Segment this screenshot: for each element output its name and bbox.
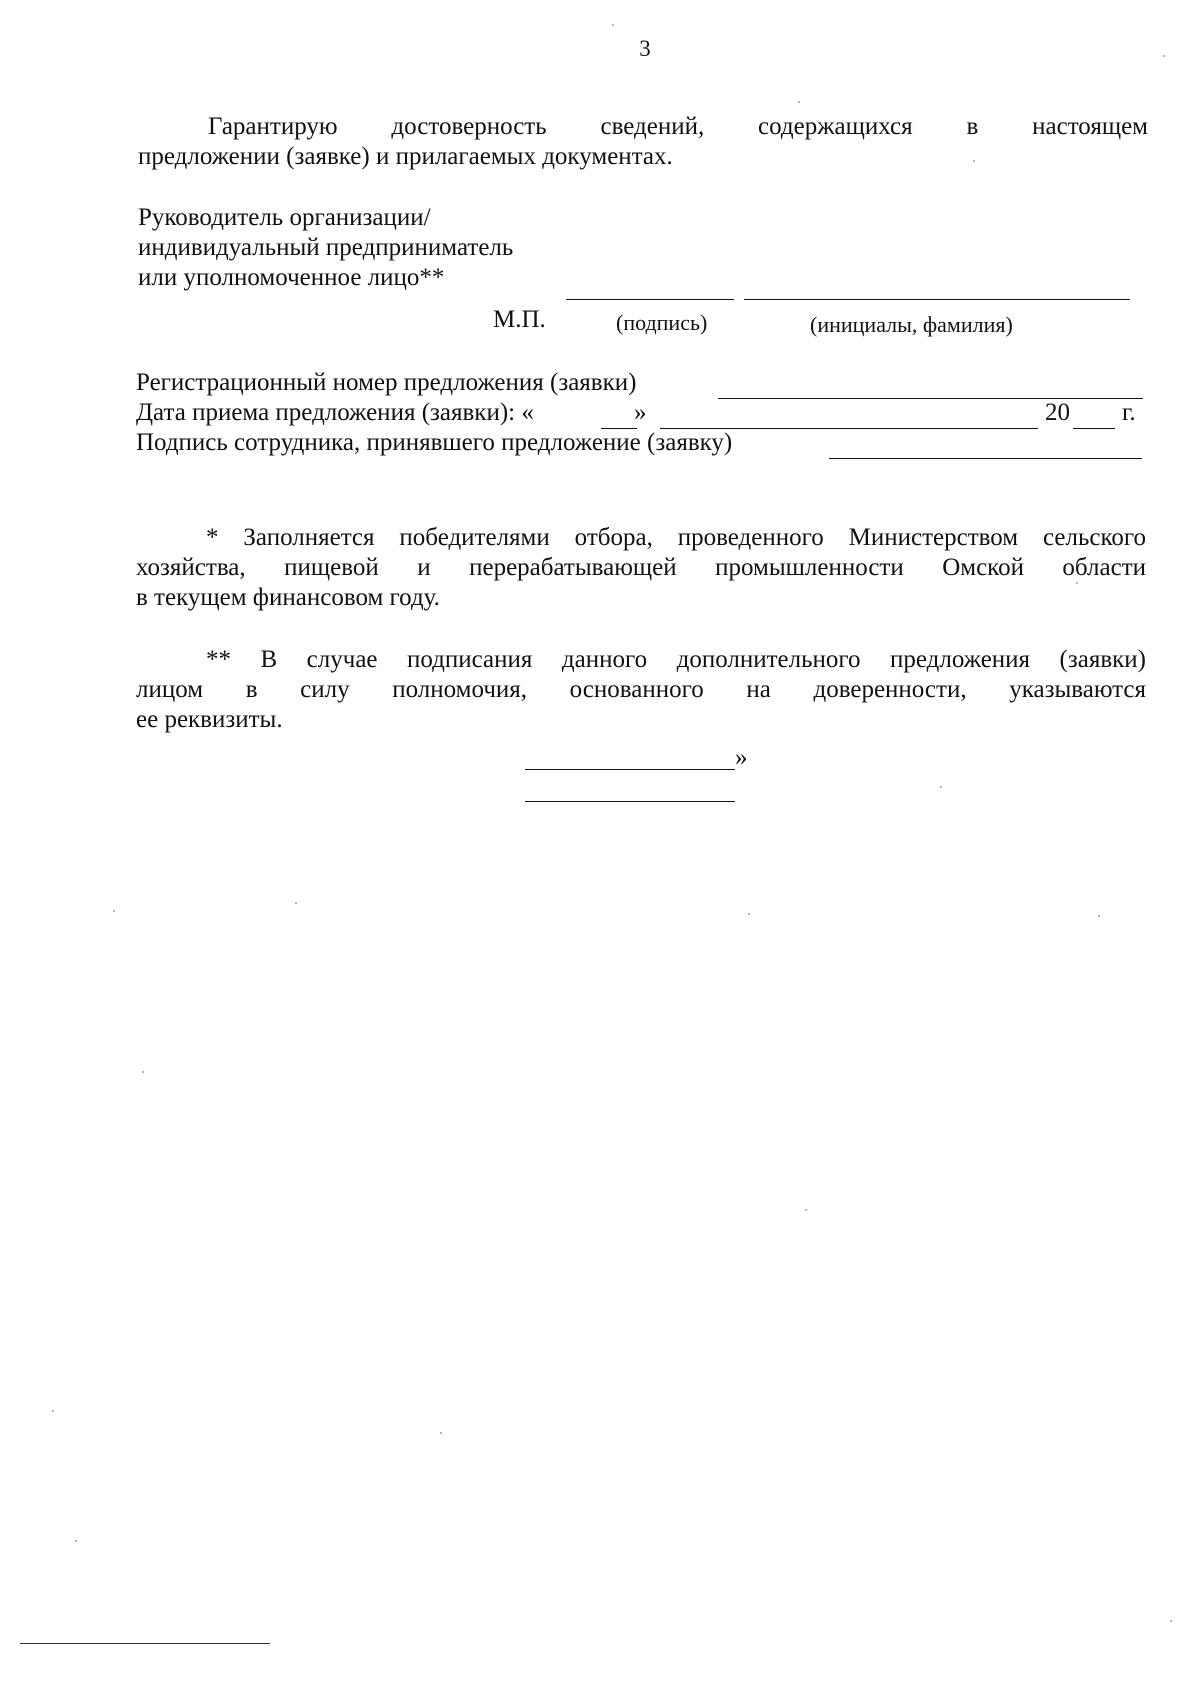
footnote-2-line-2: лицом в силу полномочия, основанного на доверенности, указываются	[136, 676, 1146, 703]
footnote-1-line-3: в текущем финансовом году.	[136, 584, 440, 611]
guarantee-line-1: Гарантирую достоверность сведений, содержащихся в настоящем	[208, 113, 1148, 140]
name-caption: (инициалы, фамилия)	[810, 312, 1013, 337]
scan-speck	[142, 1071, 144, 1073]
guarantee-paragraph	[138, 112, 1148, 172]
scan-speck	[440, 1432, 442, 1434]
scan-speck	[75, 1540, 77, 1542]
employee-signature-label: Подпись сотрудника, принявшего предложение (заявку)	[136, 429, 733, 456]
year-suffix: г.	[1122, 399, 1136, 426]
scan-speck	[52, 1410, 54, 1412]
name-line	[744, 299, 1130, 300]
footnote-1-line-2: хозяйства, пищевой и перерабатывающей промышленности Омской области	[136, 554, 1146, 581]
date-close-quote: »	[634, 399, 647, 426]
closing-quote: »	[735, 744, 748, 771]
footnote-2-line-3: ее реквизиты.	[136, 706, 283, 733]
footnote-1	[136, 523, 1146, 613]
scan-speck	[748, 913, 750, 915]
scan-speck	[1163, 55, 1165, 57]
signatory-label	[138, 203, 638, 293]
signature-caption: (подпись)	[616, 310, 708, 335]
scan-speck	[612, 24, 614, 26]
signatory-line-1: Руководитель организации/	[138, 204, 431, 231]
signature-line	[566, 299, 734, 300]
guarantee-line-2: предложении (заявке) и прилагаемых документах.	[138, 143, 673, 170]
bottom-rule	[20, 1643, 270, 1644]
signatory-line-2: индивидуальный предприниматель	[138, 234, 514, 261]
closing-line-2	[525, 801, 735, 802]
registration-number-label: Регистрационный номер предложения (заявки)	[136, 369, 637, 396]
scan-speck	[1170, 1620, 1172, 1622]
scan-speck	[940, 786, 942, 788]
signatory-line-3: или уполномоченное лицо**	[138, 264, 445, 291]
scan-speck	[1098, 915, 1100, 917]
footnote-1-line-1: * Заполняется победителями отбора, проведенного Министерством сельского	[206, 524, 1146, 551]
scan-speck	[973, 160, 975, 162]
scan-speck	[113, 910, 115, 912]
stamp-label: М.П.	[493, 306, 546, 333]
scan-speck	[798, 101, 800, 103]
scan-speck	[295, 902, 297, 904]
footnote-2	[136, 645, 1146, 735]
scan-speck	[1076, 582, 1078, 584]
scan-speck	[805, 1209, 807, 1211]
footnote-2-line-1: ** В случае подписания данного дополнительного предложения (заявки)	[206, 646, 1146, 673]
page-number: 3	[639, 36, 651, 61]
employee-signature-line	[829, 458, 1142, 459]
closing-line-1	[525, 769, 735, 770]
year-prefix: 20	[1045, 399, 1070, 426]
date-label: Дата приема предложения (заявки): «	[136, 399, 534, 426]
